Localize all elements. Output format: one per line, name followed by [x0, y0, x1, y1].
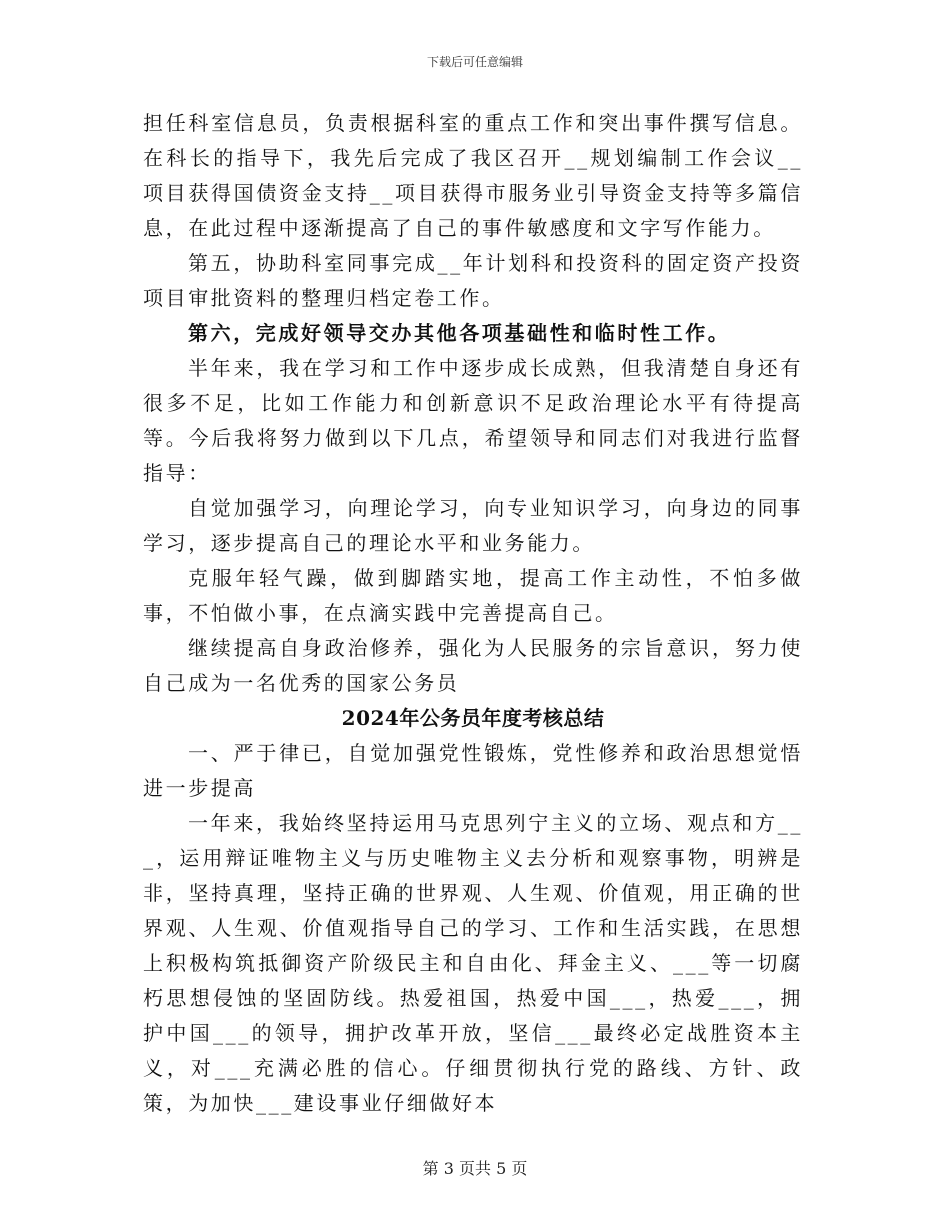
- section-title: 2024年公务员年度考核总结: [341, 706, 605, 730]
- paragraph-sixth: 第六，完成好领导交办其他各项基础性和临时性工作。: [188, 321, 731, 345]
- paragraph-political: 继续提高自身政治修养，强化为人民服务的宗旨意识，努力使自己成为一名优秀的国家公务员: [143, 636, 803, 695]
- paragraph-info-officer: 担任科室信息员，负责根据科室的重点工作和突出事件撰写信息。在科长的指导下，我先后完成了我区召开__规划编制工作会议__项目获得国债资金支持__项目获得市服务业引导资金支持等多篇信息，在此过程中逐渐提高了自己的事件敏感度和文字写作能力。: [143, 111, 803, 240]
- paragraph-overcome: 克服年轻气躁，做到脚踏实地，提高工作主动性，不怕多做事，不怕做小事，在点滴实践中完善提高自己。: [143, 566, 803, 625]
- page-footer: 第 3 页共 5 页: [422, 1159, 528, 1178]
- paragraph-year-review: 一年来，我始终坚持运用马克思列宁主义的立场、观点和方___，运用辩证唯物主义与历史唯物主义去分析和观察事物，明辨是非，坚持真理，坚持正确的世界观、人生观、价值观，用正确的世界观、人生观、价值观指导自己的学习、工作和生活实践，在思想上积极构筑抵御资产阶级民主和自由化、拜金主义、___等一切腐朽思想侵蚀的坚固防线。热爱祖国，热爱中国___，热爱___，拥护中国___的领导，拥护改革开放，坚信___最终必定战胜资本主义，对___充满必胜的信心。仔细贯彻执行党的路线、方针、政策，为加快___建设事业仔细做好本: [143, 811, 803, 1115]
- paragraph-heading-one: 一、严于律已，自觉加强党性锻炼，党性修养和政治思想觉悟进一步提高: [143, 741, 803, 800]
- paragraph-fifth: 第五，协助科室同事完成__年计划科和投资科的固定资产投资项目审批资料的整理归档定卷工作。: [143, 251, 803, 310]
- page-header: 下载后可任意编辑: [426, 55, 523, 69]
- paragraph-study: 自觉加强学习，向理论学习，向专业知识学习，向身边的同事学习，逐步提高自己的理论水平和业务能力。: [143, 496, 803, 555]
- document-body: [143, 106, 803, 1121]
- paragraph-half-year: 半年来，我在学习和工作中逐步成长成熟，但我清楚自身还有很多不足，比如工作能力和创新意识不足政治理论水平有待提高等。今后我将努力做到以下几点，希望领导和同志们对我进行监督指导：: [143, 356, 803, 485]
